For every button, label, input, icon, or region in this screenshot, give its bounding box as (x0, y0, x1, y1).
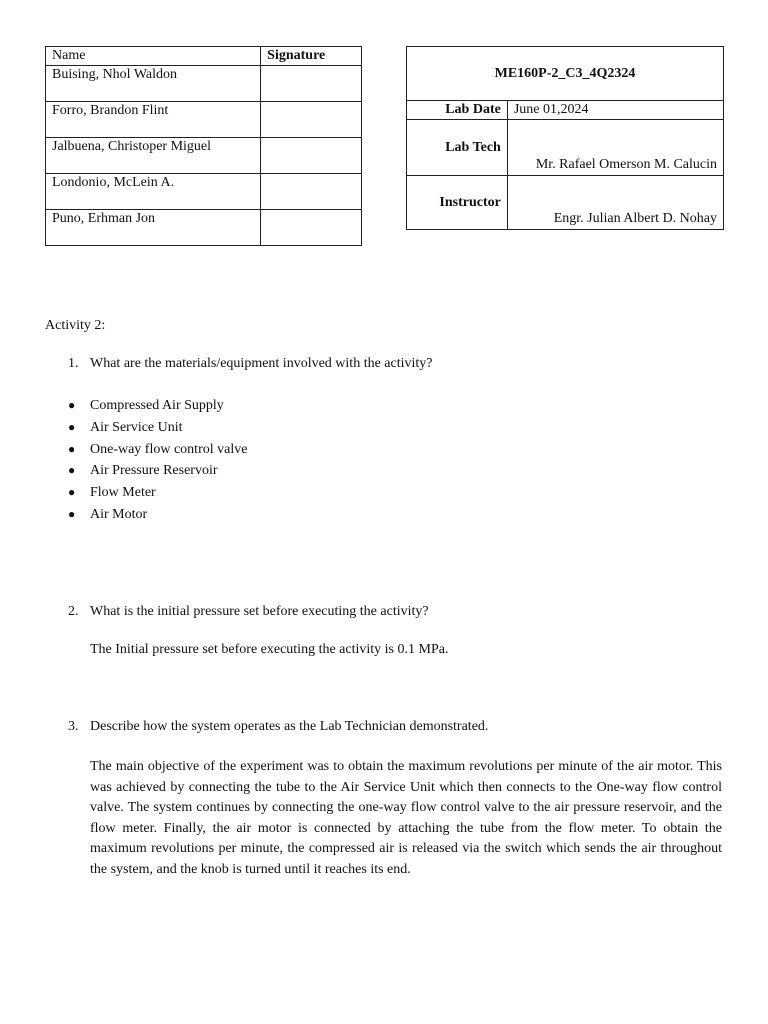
lab-date-label: Lab Date (407, 101, 508, 120)
table-row (46, 102, 362, 138)
material-label: Compressed Air Supply (90, 398, 224, 413)
material-label: Air Motor (90, 506, 148, 522)
signature-cell (261, 66, 362, 102)
list-item (68, 461, 247, 483)
signature-header: Signature (261, 47, 362, 66)
table-header-row (46, 47, 362, 66)
question-2 (68, 604, 728, 620)
member-name: Londonio, McLein A. (46, 174, 261, 210)
bullet-icon: ● (68, 463, 76, 478)
materials-list (68, 396, 247, 527)
member-name: Buising, Nhol Waldon (46, 66, 261, 102)
table-row (46, 138, 362, 174)
list-item (68, 396, 247, 418)
name-header: Name (46, 47, 261, 66)
material-label: Air Pressure Reservoir (90, 463, 218, 479)
member-name: Jalbuena, Christoper Miguel (46, 138, 261, 174)
signature-cell (261, 138, 362, 174)
question-text: What are the materials/equipment involved with the activity? (90, 356, 433, 371)
signature-cell (261, 210, 362, 246)
signature-cell (261, 174, 362, 210)
instructor-value: Engr. Julian Albert D. Nohay (507, 176, 723, 230)
question-number: 3. (68, 719, 79, 734)
list-item (68, 505, 247, 527)
activity-title: Activity 2: (45, 318, 106, 333)
member-name: Puno, Erhman Jon (46, 210, 261, 246)
list-item (68, 418, 247, 440)
answer-3: The main objective of the experiment was to obtain the maximum revolutions per minute of the air motor. This was achieved by connecting the tube to the Air Service Unit which then connects to the One-way flow control valve. The system continues by connecting the one-way flow control valve to the air pressure reservoir, and the flow meter. Finally, the air motor is connected by attaching the tube from the flow meter. To obtain the maximum revolutions per minute, the compressed air is released via the switch which sends the air throughout the system, and the knob is turned until it reaches its end. (90, 759, 722, 877)
table-row (46, 66, 362, 102)
answer-2: The Initial pressure set before executing the activity is 0.1 MPa. (90, 642, 449, 657)
question-3 (68, 719, 728, 735)
list-item (68, 440, 247, 462)
material-label: One-way flow control valve (90, 441, 248, 457)
table-row (46, 174, 362, 210)
question-text: Describe how the system operates as the Lab Technician demonstrated. (90, 719, 489, 734)
bullet-icon: ● (68, 506, 76, 521)
course-code-row (407, 47, 724, 101)
question-number: 1. (68, 356, 79, 371)
question-1 (68, 356, 728, 372)
instructor-row (407, 176, 724, 230)
table-row (46, 210, 362, 246)
group-members-table (45, 46, 362, 246)
lab-tech-label: Lab Tech (407, 120, 508, 176)
question-text: What is the initial pressure set before executing the activity? (90, 604, 429, 619)
list-item (68, 483, 247, 505)
lab-info-table (406, 46, 724, 230)
bullet-icon: ● (68, 398, 76, 412)
bullet-icon: ● (68, 419, 76, 434)
lab-date-row (407, 101, 724, 120)
instructor-label: Instructor (407, 176, 508, 230)
signature-cell (261, 102, 362, 138)
lab-date-value: June 01,2024 (507, 101, 723, 120)
material-label: Flow Meter (90, 485, 156, 501)
material-label: Air Service Unit (90, 419, 183, 435)
bullet-icon: ● (68, 485, 76, 500)
member-name: Forro, Brandon Flint (46, 102, 261, 138)
bullet-icon: ● (68, 441, 76, 456)
lab-tech-row (407, 120, 724, 176)
lab-tech-value: Mr. Rafael Omerson M. Calucin (507, 120, 723, 176)
question-number: 2. (68, 604, 79, 619)
course-code: ME160P-2_C3_4Q2324 (407, 47, 724, 101)
